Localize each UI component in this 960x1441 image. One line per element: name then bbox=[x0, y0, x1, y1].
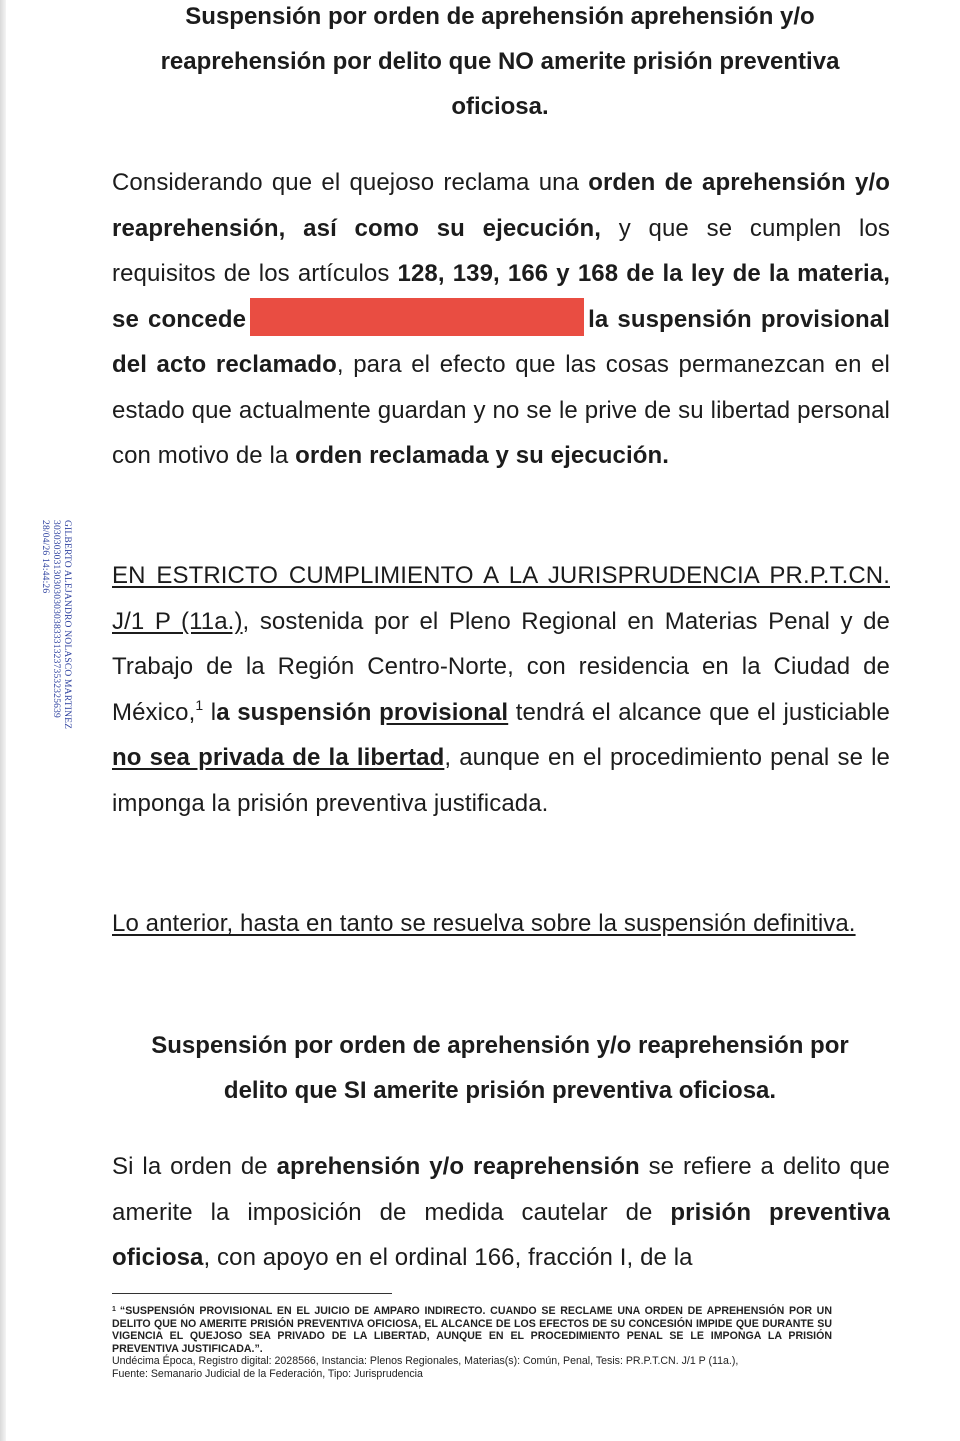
footnote-reference: 1 bbox=[195, 696, 204, 713]
bold-run: aprehensión y/o reaprehensión bbox=[276, 1153, 640, 1180]
signature-datetime: 28/04/26 14:44:26 bbox=[40, 520, 50, 594]
text-run: y que se cumplen los requisitos de los artículos bbox=[112, 214, 890, 287]
text-run: l bbox=[203, 698, 217, 726]
bold-underlined-run: provisional bbox=[379, 698, 509, 726]
heading-line: oficiosa. bbox=[451, 93, 549, 120]
footnote-registry: Undécima Época, Registro digital: 2028566, Instancia: Plenos Regionales, Materias(s): Común, Penal, Tesis: PR.P.T.CN. J/1 P (11a.), bbox=[112, 1355, 739, 1368]
text-run: Considerando que el quejoso reclama una bbox=[112, 169, 589, 196]
footnote-source: Fuente: Semanario Judicial de la Federación, Tipo: Jurisprudencia bbox=[112, 1367, 423, 1380]
bold-run: orden de aprehensión y/o reaprehensión, así como su ejecución, bbox=[112, 169, 890, 242]
heading-line: reaprehensión por delito que NO amerite prisión preventiva bbox=[160, 48, 840, 75]
text-run: , para el efecto que las cosas permanezcan en el estado que actualmente guardan y no se le prive de su libertad personal con motivo de la bbox=[112, 351, 890, 469]
bold-run: 128, 139, 166 y 168 de la ley de la materia, se concede bbox=[112, 260, 891, 333]
text-run: tendrá el alcance que el justiciable bbox=[508, 698, 890, 726]
text-run: , sostenida por el Pleno Regional en Materias Penal y de Trabajo de la Región Centro-Norte, con residencia en la Ciudad de México, bbox=[112, 607, 890, 726]
text-run: , con apoyo en el ordinal 166, fracción I, de la bbox=[203, 1244, 693, 1271]
footnote-number: 1 bbox=[112, 1306, 116, 1313]
signature-serial: 3030303031303030303038333132373532325639 bbox=[51, 520, 61, 718]
signature-name: GILBERTO ALEJANDRO NOLASCO MARTINEZ bbox=[62, 520, 72, 730]
bold-underlined-run: no sea privada de la libertad bbox=[112, 744, 445, 771]
heading-si-oficiosa bbox=[110, 1023, 890, 1113]
bold-run: la suspensión provisional del acto reclamado bbox=[112, 305, 890, 378]
footnote bbox=[112, 1304, 832, 1381]
redaction-box bbox=[250, 298, 584, 336]
footnote-separator bbox=[112, 1293, 392, 1294]
heading-no-oficiosa bbox=[110, 0, 890, 129]
paragraph-suspension-granted bbox=[112, 160, 890, 479]
heading-line: Suspensión por orden de aprehensión y/o reaprehensión por bbox=[151, 1032, 849, 1059]
heading-line: delito que SI amerite prisión preventiva oficiosa. bbox=[223, 1077, 777, 1104]
jurisprudence-reference: EN ESTRICTO CUMPLIMIENTO A LA JURISPRUDENCIA PR.P.T.CN. J/1 P (11a.) bbox=[112, 562, 890, 635]
paragraph-jurisprudence bbox=[112, 553, 890, 826]
page-left-edge bbox=[0, 0, 6, 1441]
paragraph-until-definitive: Lo anterior, hasta en tanto se resuelva sobre la suspensión definitiva. bbox=[112, 910, 856, 937]
text-run: , aunque en el procedimiento penal se le imponga la prisión preventiva justificada. bbox=[112, 744, 890, 817]
text-run: se refiere a delito que amerite la imposición de medida cautelar de bbox=[112, 1153, 890, 1226]
bold-run: prisión preventiva oficiosa bbox=[112, 1198, 891, 1271]
electronic-signature-stamp bbox=[38, 520, 72, 730]
bold-run: orden reclamada y su ejecución. bbox=[295, 442, 670, 469]
bold-run: a suspensión bbox=[216, 698, 380, 726]
footnote-thesis bbox=[112, 1304, 832, 1355]
paragraph-oficiosa bbox=[112, 1144, 890, 1281]
text-run: Si la orden de bbox=[112, 1153, 277, 1180]
heading-line: Suspensión por orden de aprehensión aprehensión y/o bbox=[185, 3, 815, 30]
footnote-thesis-text: “SUSPENSIÓN PROVISIONAL EN EL JUICIO DE AMPARO INDIRECTO. CUANDO SE RECLAME UNA ORDEN DE APREHENSIÓN POR UN DELITO QUE NO AMERITE PRISIÓN PREVENTIVA OFICIOSA, EL ALCANCE DE LOS EFECTOS DE SU CONCESIÓN IMPIDE QUE DURANTE SU VIGENCIA EL QUEJOSO SEA PRIVADO DE LA LIBERTAD, AUNQUE EN EL PROCEDIMIENTO PENAL SE LE IMPONGA LA PRISIÓN PREVENTIVA JUSTIFICADA.”. bbox=[112, 1305, 832, 1355]
